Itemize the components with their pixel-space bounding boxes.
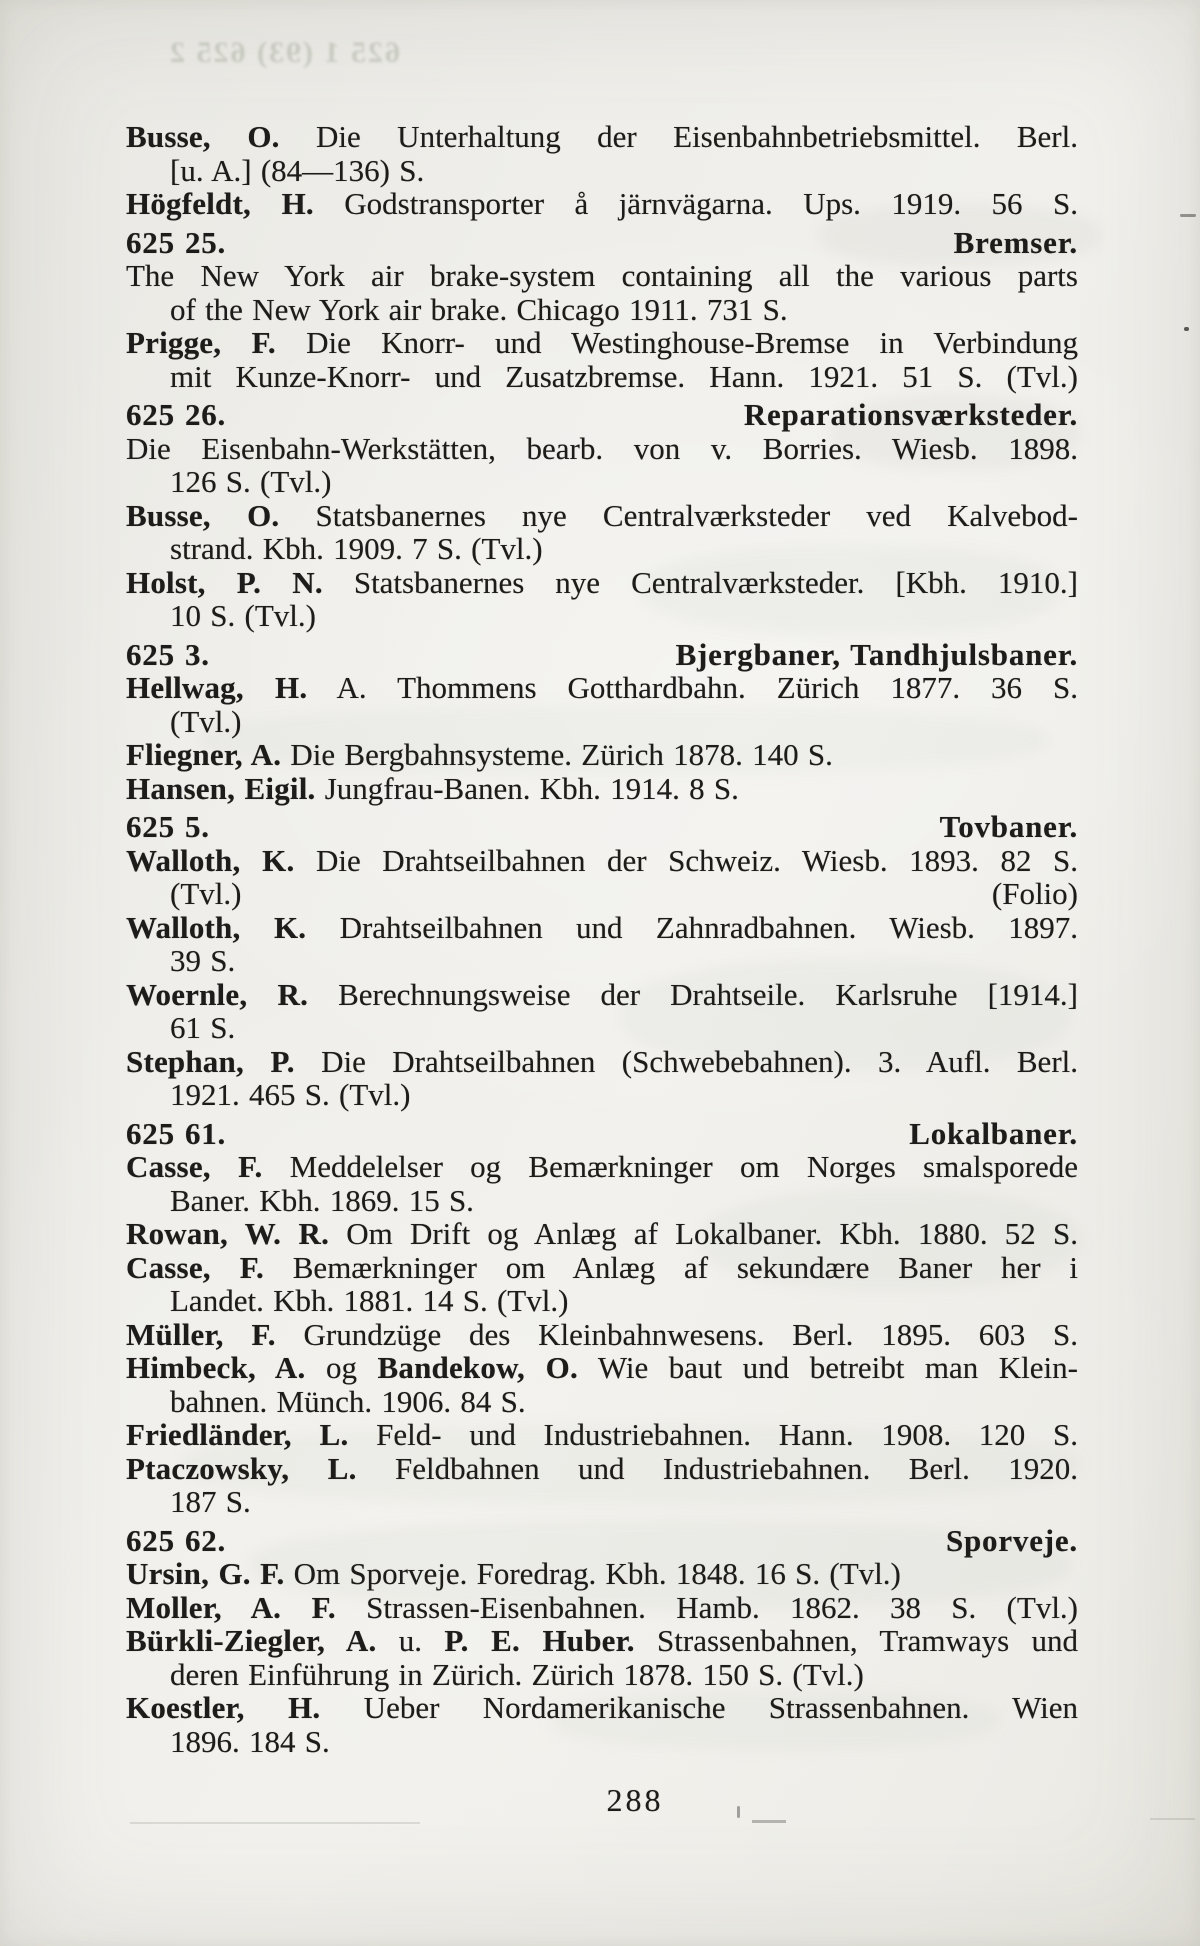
bibliography-text: [126, 120, 1078, 1758]
entry-text: Strassen-Eisenbahnen. Hamb. 1862. 38 S. (Tvl.): [335, 1589, 1079, 1625]
entry-text: A. Thommens Gotthardbahn. Zürich 1877. 36 S.: [307, 670, 1078, 705]
author-name: Koestler, H.: [126, 1690, 321, 1725]
format-note: (Folio): [991, 876, 1078, 911]
bib-entry-line: [126, 877, 1078, 911]
bib-entry-line: [126, 1418, 1078, 1452]
bib-entry-line: [126, 1658, 1078, 1692]
entry-text: 126 S. (Tvl.): [170, 464, 332, 499]
section-number: [126, 810, 210, 844]
section-heading: [126, 1117, 1078, 1151]
entry-text: og: [305, 1350, 378, 1385]
section-title: Bremser.: [953, 224, 1078, 260]
author-name: Fliegner, A.: [126, 737, 282, 772]
bib-entry-line: [126, 326, 1078, 360]
author-name: Rowan, W. R.: [126, 1216, 330, 1251]
bib-entry-line: [126, 1351, 1078, 1385]
bib-entry-line: [126, 465, 1078, 499]
bib-entry-line: [126, 1184, 1078, 1218]
entry-text: Berechnungsweise der Drahtseile. Karlsruhe [1914.]: [308, 976, 1078, 1012]
section-number: [126, 398, 226, 432]
entry-text: Die Bergbahnsysteme. Zürich 1878. 140 S.: [281, 737, 833, 772]
bib-entry-line: [126, 1284, 1078, 1318]
bib-entry-line: [126, 911, 1078, 945]
section-heading: [126, 398, 1078, 432]
scan-artifact-line: [130, 1822, 420, 1824]
author-name: Moller, A. F.: [126, 1589, 336, 1625]
entry-text: Om Drift og Anlæg af Lokalbaner. Kbh. 1880. 52 S.: [329, 1216, 1078, 1251]
bib-entry-line: [126, 978, 1078, 1012]
entry-text: Statsbanernes nye Centralværksteder ved Kalvebod-: [279, 497, 1079, 533]
bib-entry-line: [126, 293, 1078, 327]
author-name: Walloth, K.: [126, 909, 307, 945]
entry-text: Ueber Nordamerikanische Strassenbahnen. Wien: [320, 1690, 1078, 1725]
author-name: Holst, P. N.: [126, 564, 323, 600]
bib-entry-line: [126, 1725, 1078, 1759]
bib-entry-line: [126, 671, 1078, 705]
section-title: Bjergbaner, Tandhjulsbaner.: [675, 636, 1078, 672]
bib-entry-line: [126, 944, 1078, 978]
entry-text: Jungfrau-Banen. Kbh. 1914. 8 S.: [315, 770, 739, 806]
author-name: Prigge, F.: [126, 325, 276, 360]
author-name: Himbeck, A.: [126, 1350, 306, 1385]
author-name: Högfeldt, H.: [126, 186, 314, 221]
author-name: Müller, F.: [126, 1316, 276, 1352]
entry-text: Baner. Kbh. 1869. 15 S.: [170, 1182, 474, 1218]
bleed-through-text: 625 1 (93) 625 2: [168, 36, 400, 69]
entry-text: Strassenbahnen, Tramways und: [634, 1623, 1078, 1658]
entry-text: Wie baut und betreibt man Klein-: [577, 1350, 1078, 1385]
entry-text: [u. A.] (84—136) S.: [170, 152, 425, 188]
author-name: Hellwag, H.: [126, 670, 308, 705]
bib-entry-line: [126, 1217, 1078, 1251]
entry-text: 10 S. (Tvl.): [170, 598, 316, 633]
entry-text-group: [170, 877, 241, 911]
entry-text: Feldbahnen und Industriebahnen. Berl. 1920.: [356, 1450, 1078, 1486]
bib-entry-line: [126, 1624, 1078, 1658]
classification-number: 625 26.: [126, 397, 227, 432]
bib-entry-line: [126, 1318, 1078, 1352]
entry-text: The New York air brake-system containing all the various parts: [126, 258, 1078, 293]
bib-entry-line: [126, 599, 1078, 633]
entry-text: Grundzüge des Kleinbahnwesens. Berl. 1895. 603 S.: [275, 1316, 1078, 1352]
bib-entry-line: [126, 566, 1078, 600]
classification-number: 625 3.: [126, 636, 210, 672]
entry-text: Bemærkninger om Anlæg af sekundære Baner her i: [263, 1249, 1079, 1285]
section-title: Lokalbaner.: [909, 1115, 1078, 1151]
entry-text: (Tvl.): [170, 703, 242, 739]
author-name: Woernle, R.: [126, 976, 309, 1012]
ink-speck: [1180, 214, 1196, 217]
section-number: [126, 1524, 226, 1558]
author-name: Bürkli-Ziegler, A.: [126, 1623, 377, 1658]
section-title: Sporveje.: [945, 1522, 1078, 1558]
author-name: Casse, F.: [126, 1149, 263, 1184]
author-name: Stephan, P.: [126, 1043, 295, 1079]
bib-entry-line: [126, 1485, 1078, 1519]
author-name: Walloth, K.: [126, 842, 295, 878]
bib-entry-line: [126, 1691, 1078, 1725]
section-title: Reparationsværksteder.: [743, 397, 1078, 432]
entry-text: Feld- und Industriebahnen. Hann. 1908. 120 S.: [348, 1417, 1078, 1452]
author-name: Hansen, Eigil.: [126, 770, 316, 806]
entry-text: Meddelelser og Bemærkninger om Norges smalsporede: [262, 1149, 1079, 1184]
section-heading: [126, 226, 1078, 260]
entry-text: Die Drahtseilbahnen der Schweiz. Wiesb. 1893. 82 S.: [294, 842, 1078, 878]
ink-speck: [737, 1806, 740, 1818]
author-name: P. E. Huber.: [444, 1623, 635, 1658]
entry-text: Die Eisenbahn-Werkstätten, bearb. von v. Borries. Wiesb. 1898.: [126, 430, 1078, 466]
bib-entry-line: [126, 360, 1078, 394]
bib-entry-line: [126, 154, 1078, 188]
bib-entry-line: [126, 1045, 1078, 1079]
entry-text: deren Einführung in Zürich. Zürich 1878. 150 S. (Tvl.): [170, 1656, 864, 1692]
bib-entry-line: [126, 1385, 1078, 1419]
entry-text: Godstransporter å järnvägarna. Ups. 1919. 56 S.: [313, 186, 1078, 221]
bib-entry-line: [126, 259, 1078, 293]
entry-text: Die Knorr- und Westinghouse-Bremse in Verbindung: [275, 325, 1078, 360]
section-number: [126, 226, 226, 260]
bib-entry-line: [126, 1150, 1078, 1184]
entry-text: 187 S.: [170, 1484, 251, 1519]
bib-entry-line: [126, 738, 1078, 772]
bib-entry-line: [126, 499, 1078, 533]
entry-text: 1896. 184 S.: [170, 1723, 330, 1759]
entry-text: of the New York air brake. Chicago 1911. 731 S.: [170, 291, 788, 327]
author-name: Bandekow, O.: [377, 1350, 578, 1385]
bib-entry-line: [126, 187, 1078, 221]
entry-text: Drahtseilbahnen und Zahnradbahnen. Wiesb. 1897.: [306, 909, 1078, 945]
entry-text: 1921. 465 S. (Tvl.): [170, 1077, 411, 1112]
entry-text: bahnen. Münch. 1906. 84 S.: [170, 1383, 526, 1419]
author-name: Ursin, G. F.: [126, 1556, 285, 1591]
section-heading: [126, 1524, 1078, 1558]
entry-text: Landet. Kbh. 1881. 14 S. (Tvl.): [170, 1283, 569, 1318]
entry-text: 39 S.: [170, 943, 236, 978]
section-title: Tovbaner.: [939, 809, 1078, 844]
entry-text: Om Sporveje. Foredrag. Kbh. 1848. 16 S. (Tvl.): [284, 1556, 901, 1591]
bib-entry-line: [126, 1591, 1078, 1625]
section-heading: [126, 810, 1078, 844]
section-number: [126, 638, 210, 672]
author-name: Ptaczowsky, L.: [126, 1450, 357, 1486]
classification-number: 625 61.: [126, 1115, 227, 1151]
ink-speck: [1184, 327, 1189, 331]
bib-entry-line: [126, 1078, 1078, 1112]
bib-entry-line: [126, 1452, 1078, 1486]
scan-artifact-line: [752, 1820, 786, 1823]
entry-text: (Tvl.): [170, 876, 242, 911]
entry-text: Statsbanernes nye Centralværksteder. [Kbh. 1910.]: [322, 564, 1078, 600]
section-heading: [126, 638, 1078, 672]
bib-entry-line: [126, 1011, 1078, 1045]
entry-text: 61 S.: [170, 1010, 236, 1045]
bib-entry-line: [126, 1251, 1078, 1285]
author-name: Busse, O.: [126, 497, 280, 533]
author-name: Friedländer, L.: [126, 1417, 349, 1452]
page-number: 288: [606, 1782, 664, 1818]
author-name: Casse, F.: [126, 1249, 264, 1285]
bib-entry-line: [126, 120, 1078, 154]
scan-artifact-line: [1150, 1818, 1195, 1820]
section-number: [126, 1117, 226, 1151]
classification-number: 625 62.: [126, 1522, 227, 1558]
classification-number: 625 5.: [126, 809, 210, 844]
entry-text: Die Unterhaltung der Eisenbahnbetriebsmittel. Berl.: [279, 119, 1078, 154]
entry-text: u.: [376, 1623, 445, 1658]
entry-text: Die Drahtseilbahnen (Schwebebahnen). 3. Aufl. Berl.: [294, 1043, 1079, 1079]
bib-entry-line: [126, 532, 1078, 566]
entry-text: mit Kunze-Knorr- und Zusatzbremse. Hann. 1921. 51 S. (Tvl.): [170, 358, 1078, 394]
entry-text: strand. Kbh. 1909. 7 S. (Tvl.): [170, 531, 543, 566]
bib-entry-line: [126, 844, 1078, 878]
bib-entry-line: [126, 705, 1078, 739]
bib-entry-line: [126, 1557, 1078, 1591]
bib-entry-line: [126, 772, 1078, 806]
bib-entry-line: [126, 432, 1078, 466]
author-name: Busse, O.: [126, 119, 280, 154]
classification-number: 625 25.: [126, 224, 227, 260]
